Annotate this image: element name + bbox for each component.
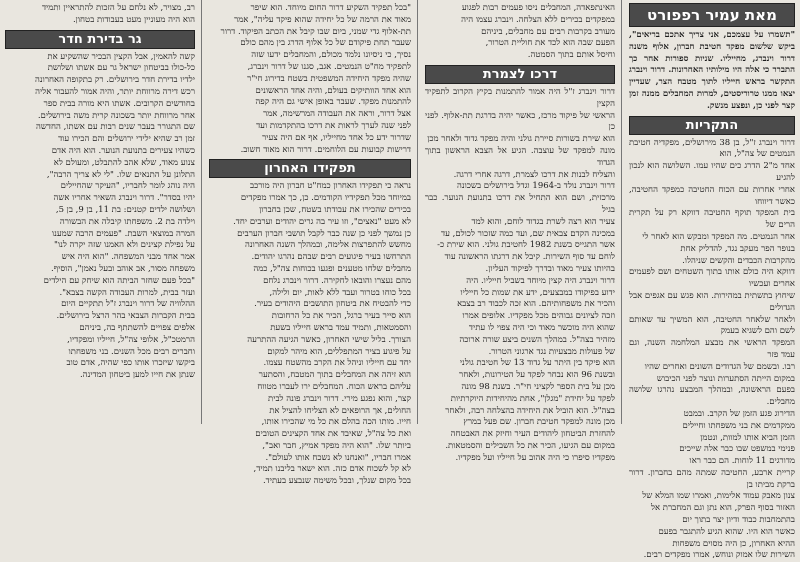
text-line: בחודשים הקרובים. אשתו היא מורה בבית ספר bbox=[43, 98, 195, 109]
text-line: מפקדיו סיפרו כי היה אהוב על חייליו ועל מפקדיו. bbox=[455, 452, 615, 463]
text-line: בהתמחבות כבוד ודיון יצר בתוך יום bbox=[682, 515, 795, 526]
text-line: הרמטכ"ל, אלופי צה"ל, חייליו ומפקדיו, bbox=[67, 334, 195, 345]
text-line: אמרו חבריו, "ואנחנו לא נשכח אותו לעולם". bbox=[265, 452, 411, 463]
text-line: אצל דרור, וראה את העבודה המרשימה, אמר bbox=[263, 109, 411, 120]
column-divider bbox=[201, 0, 202, 424]
byline-banner: מאת עמיר רפפורט bbox=[629, 3, 795, 27]
subheading-banner: התקריות bbox=[629, 116, 795, 135]
text-line: כל-כולו בביטחון ישראל גר עם אשתו ושלושת bbox=[47, 63, 195, 74]
text-line: הצורך. בליל שישי האחרון, כאשר הגיעה ההתרעה bbox=[247, 334, 411, 345]
text-line: צנון מאבק עמוד אלימות, ואמרו שמו המלא של bbox=[642, 491, 795, 502]
text-line: הוא זיהה את המחבלים בתוך המטבח, והסתער bbox=[258, 370, 411, 381]
text-line: רב, מצויר, לא נלחם על הזכות להתראיין ותמיד bbox=[41, 3, 195, 13]
text-line: כן נמשך לפני כן שנה כבר לקבל תושבי חברון הערבים bbox=[237, 228, 411, 239]
article-body bbox=[209, 181, 411, 488]
text-line: ואת כל צה"ל, שאיבד את אחד הקצינים הטובים bbox=[255, 429, 411, 440]
column-3 bbox=[204, 0, 416, 487]
text-line: הוא סייר בעיר ברגל, הכיר את כל הרחובות bbox=[271, 311, 411, 322]
text-line: תת-אלוף גדי שמני, ביום שבו קיבל את הכתב הפיקוד. דרור bbox=[220, 26, 411, 37]
text-line: ההלוויה של דרור וינברג ז"ל תתקיים היום bbox=[61, 299, 195, 310]
text-line: האינתפאדה, המחבלים ניסו פעמים רבות לפגוע bbox=[461, 3, 615, 13]
text-line: הוא שירת בשורות סיירת גולני והיה מפקד גדוד ולאחר מכן bbox=[427, 134, 615, 145]
text-line: שעבר תחת פיקודם של כל אלוף הדרג בין מהם כולם bbox=[240, 38, 411, 49]
text-line: המרה במוצאי השבת. "פעמים הרבה שמענו bbox=[51, 228, 195, 239]
column-4 bbox=[0, 0, 200, 424]
column-divider bbox=[621, 0, 622, 424]
text-line: אשר התגייס בשנת 1982 לחטיבת גולני. הוא שירת כ- bbox=[437, 240, 615, 251]
text-line: מזהיר בצה"ל. במהלך השנים ביצע שורה ארוכה bbox=[459, 334, 615, 345]
text-line: האזור בסוף הפרק, הוא נתן וגם המחברת אל bbox=[651, 503, 795, 514]
text-line: מחבלים שלחו מטענים ופגעו בכוחות צה"ל, כמה bbox=[253, 263, 411, 274]
text-line: להתמנות מפקד. שעבר באופן אישי גם היה קפה bbox=[255, 97, 411, 108]
text-line: רבו. ובשמם של הגדודים השונים ואחרים שהיו bbox=[644, 361, 795, 372]
text-line: שהיה מפקד היחידה המשפטית בשטח בדירוג חי"ר bbox=[247, 73, 411, 84]
text-line: דרישות קבועות עם הלוחמים. דרור הוא מאוד חשוב. bbox=[240, 144, 411, 155]
text-line: אחרי אחרות עם הכוח החטיבה כמפקד החטיבה, כאשר דיווחו bbox=[629, 184, 795, 207]
text-line: בכל מקום שנלך, ובכל משימה שנבצע בעתיד. bbox=[262, 476, 411, 487]
article-body bbox=[629, 138, 795, 562]
text-line: וחיסל אותם בתוך הסמטה. bbox=[527, 50, 615, 61]
text-line: וילדה בת 2. משפחתו קיבלה את הבשורה bbox=[59, 216, 195, 227]
text-line: לפני שנה לערך לראות את דרכו בהתקדמות ועד bbox=[256, 120, 411, 131]
text-line: ילדיו בדירת חדר בירושלים. רק בתקופה האחרונה bbox=[35, 75, 195, 86]
text-line: במפקדים בכירים ללא הצלחה. וינברג עצמו היה bbox=[461, 14, 615, 25]
text-line: אחד מ"2 הדרג כים שהיו עמו. השלושה הוא לנכון להגיע bbox=[629, 161, 795, 183]
text-line: עליהם בראש הכוח. המחבלים ירו לעברו מטווח bbox=[257, 381, 411, 392]
text-line: התלונן על התנאים שלו. "לי לא צריך הרבה", bbox=[46, 169, 195, 180]
text-line: במקום עם הגיעו, הכיר את כל השבילים והסמטאות. bbox=[445, 440, 615, 451]
text-line: והסמטאות, ותמיד עמד בראש חייליו בשעת bbox=[270, 322, 411, 333]
text-line: לפקד על יחידת "מגלן", אחת מהיחידות היוקרתיות bbox=[450, 393, 615, 404]
text-line: ועזר בבית, למרות העבודה הקשה בצבא". bbox=[59, 287, 195, 298]
text-line: אחר הנמטים. מה המפקד ומבקש הוא לאחר לי bbox=[642, 231, 795, 242]
text-line: קשה להאמין, אבל הקצין הבכיר שהשקיע את bbox=[47, 51, 195, 62]
text-line: ידוע בפיקודו במבצעים, ידע את שמות כל חייליו bbox=[460, 287, 615, 298]
text-line: אלפים צפויים להשתתף בה, ביניהם bbox=[79, 322, 195, 333]
text-line: יהיו בסדר". דרור וינברג השאיר אחריו אשה bbox=[53, 193, 195, 204]
text-line: להחזרת הביטחון ליהודים העיר וחיזק את האבטחה bbox=[450, 429, 615, 440]
text-line: שהוא היה מוכשר מאוד וכי היה צפוי לו עתיד bbox=[468, 322, 615, 333]
text-line: ובשנת 96 הוא נבחר לפקד על הטירונות, ולאחר bbox=[459, 370, 615, 381]
text-line: כשהיו צעירים בתנועת הנוער. הוא היה אדם bbox=[51, 145, 195, 156]
text-line: בנופר הפר מעקב נגד, להדליק אחת bbox=[680, 243, 795, 254]
text-line: מרכזית, ושם הוא התחיל את דרכו בתנועת הנוער. כבר בגיל bbox=[425, 193, 615, 215]
text-line: וזכה לציונים גבוהים מכל מפקדיו. אלופים אמרו bbox=[462, 311, 615, 322]
column-2 bbox=[420, 0, 620, 463]
text-line: בכל כוחו בטרור ועבד ללא לאות, יום ולילה, bbox=[269, 287, 411, 298]
text-line: מעורב בקרבות רבים עם מחבלים, ביניהם bbox=[481, 26, 615, 37]
text-line: לוחם עד סוף השירות. קיבל את דרגתו הראשונה עוד bbox=[444, 252, 615, 263]
text-line: מכן מונה למפקד חטיבת חברון. שם פעל במרץ bbox=[463, 417, 615, 428]
text-line: על פיגוע בציר המתפללים, הוא מיהר למקום bbox=[267, 346, 411, 357]
article-body bbox=[5, 52, 195, 382]
text-line: ההיא האחרון, כן היה מסוים משפחות bbox=[672, 538, 795, 549]
text-line: אמר אחד מבני המשפחה. "הוא היה איש bbox=[61, 252, 195, 263]
text-line: בפעם הראשונה, ובמהלך המבצע נהרגו שלושה מחבלים. bbox=[629, 385, 795, 408]
text-line: בבית הקברות הצבאי בהר הרצל בירושלים. bbox=[56, 311, 195, 322]
text-line: מונה למפקד של עוצבה. הגיע אל הצבא הראשון בתוך הגדוד bbox=[425, 145, 615, 168]
text-line: לתפקיד מח"ט הנמטים. אגב, סגנו של דרור וינברג, bbox=[247, 61, 411, 72]
subheading-banner: תפקידו האחרון bbox=[209, 159, 411, 178]
text-line: הדירוג פגע הזמן של הקרב. ובמבט bbox=[683, 408, 795, 419]
text-line: הזמן הביא אותו למוות, ונטמן bbox=[700, 432, 795, 443]
text-line: היה נוהג לומר לחבריו, "העיקר שהחיילים bbox=[60, 181, 195, 192]
lead-line: יצאו ממנו טרוריסטים, למרות המחבלים ממנה זמן קצר לפני כן, ונפצע מנשק. bbox=[629, 88, 795, 111]
text-line: מאוד את הרמה של כל יחידה שהוא פיקד עליה", אמר bbox=[234, 14, 411, 25]
text-line: "בכל תפקיד השקיע דרור החום מיוחד. הוא שיפר bbox=[250, 3, 411, 13]
text-line: שיחוץ בתשתית במהירות. הוא פגש עם אגפים אבל הגדולים bbox=[629, 290, 795, 313]
text-line: בכירים שהכירו את עבודתו בשטח, שכן בחברון bbox=[259, 204, 411, 215]
text-line: נסיך, כי ניסיונו נלמד מכולם, והמחבלים ידעו שזה bbox=[251, 50, 411, 61]
text-line: וחברים רבים מכל השנים. בני משפחתו bbox=[68, 346, 195, 357]
text-line: "בכל פעם שחזר הביתה הוא שיחק עם הילדים bbox=[43, 275, 195, 286]
text-line: החולים, אך הרופאים לא הצליחו להציל את bbox=[269, 405, 411, 416]
text-line: ושלושה ילדים קטנים: בת 11, בן 9, בן 5, bbox=[55, 204, 195, 215]
text-line: מדורגים 11 לוחות. הם כבר ראו bbox=[689, 456, 795, 467]
text-line: דרור וינברג ז"ל היה אמור להתמנות בקיץ הקרוב לתפקיד הקצין bbox=[425, 86, 615, 109]
lead-line: מילותיו האחרונות. דרור וינברג התקשר בראש חייליו לתוך מטבח הצר, שעדיין bbox=[629, 65, 795, 88]
text-line: דרור וינברג היה קצין מיוחד בשביל חייליו. היה bbox=[466, 275, 615, 286]
text-line: הפעם שבה הוא לכד את חוליית הטרור, bbox=[485, 38, 615, 49]
text-line: ביותר שלו. "הוא היה מפקד אמיץ, חבר ואב", bbox=[262, 440, 411, 451]
text-line: הוא פיקד בין היתר על גדוד 13 של חטיבת גולני bbox=[459, 358, 615, 369]
text-line: התרחשו בעיר פיגועים רבים שבהם נהרגו יהודים. bbox=[251, 252, 411, 263]
text-line: הוא אחד הוותיקים בעולם, והיה אחד הראשונים bbox=[255, 85, 411, 96]
text-line: במקום הייתה הסתערות ונוצר לפני הכיבוש bbox=[656, 373, 795, 384]
text-line: על נפילת קצינים ולא האמנו שזה יקרה לנו" bbox=[54, 240, 195, 251]
text-line: יחד עם חייליו וניהל את הקרב מהשטח עצמו. bbox=[263, 358, 411, 369]
text-line: פנימי במשפט שבו כבר אלה שייכים bbox=[679, 444, 795, 455]
lead-line: "תשמרו על עצמכם, אני צריך אתכם בריאים", ביקש שלשום מפקד חטיבת חברון, bbox=[629, 30, 796, 52]
text-line: צעיר הוא רצה לשרת בגדוד לוחם, והוא למד bbox=[471, 216, 615, 227]
text-line: שם התגורר בעבר שנים רבות עם אשתו, החדשה bbox=[36, 122, 195, 133]
subheading-banner: דרכו לצמרת bbox=[425, 65, 615, 84]
text-line: אחר מרווחת יותר בשכונה קרית משה בירושלים. bbox=[37, 110, 195, 121]
text-line: רכש דירה מרווחת יותר, והיה אמור להעבור אליה bbox=[35, 86, 195, 97]
text-line: ממקדמים את בני משפחתו וחיילים bbox=[682, 420, 795, 431]
text-line: מכן על בית הספר לקציני חי"ר. בשנת 98 מונה bbox=[461, 381, 615, 392]
text-line: צנוע מאוד, שלא אהב להתבלט, ומעולם לא bbox=[53, 157, 195, 168]
lead-paragraph bbox=[629, 30, 795, 113]
text-line: חייו. מותו הכה בהלם את כל מי שהכירו אותו, bbox=[261, 417, 411, 428]
text-line: מהם נעצרו והובאו לחקירה. דרור וינברג נלחם bbox=[263, 275, 411, 286]
text-line: והכיר את משפחותיהם. הוא זכה לכבוד רב בצבא bbox=[457, 299, 615, 310]
text-line: השירות שלו אמוק ונוחש, אמרו מפקדים רבים. bbox=[643, 550, 795, 561]
text-line: מהקרבות הכבדים והקשים שניהלו. bbox=[682, 255, 795, 266]
text-line: לא קל לשכוח אדם כזה. הוא ישאר בליבנו תמיד, bbox=[253, 464, 411, 475]
text-line: מחשש להתפרצות אלימה, ובמהלך השנה האחרונה bbox=[245, 240, 411, 251]
text-line: הוא היה מעוניין מעט בעבודות בטחון. bbox=[72, 14, 195, 25]
text-line: בצה"ל. הוא הוביל את היחידה בהצלחה רבה, ולאחר bbox=[445, 405, 615, 416]
quote-paragraph bbox=[209, 3, 411, 156]
text-line: בהיותו צעיר מאוד ובדרך לפיקוד העליון. bbox=[485, 263, 615, 274]
column-1 bbox=[624, 0, 800, 561]
continued-text bbox=[5, 3, 195, 27]
text-line: והצליח לבנות את דרכו לצמרת, דרגה אחרי דרגה. bbox=[453, 169, 615, 180]
text-line: של פעולות מבצעיות נגד ארגוני הטרור. bbox=[488, 346, 615, 357]
text-line: נראה כי תפקידו האחרון כמח"ט חברון היה מורכב bbox=[250, 181, 411, 192]
text-line: במכינה הקדם צבאית שם, ועד כמה שזכור לכולם, עד bbox=[441, 228, 615, 239]
text-line: קריית ארבע, החטיבה שמתה מהם בחברון. דרור ברקת מביתו בן bbox=[629, 467, 795, 490]
text-line: דרור וינברג ז"ל, בן 38 מירושלים, מפקדיה חטיבת הנמטים של צה"ל, הוא bbox=[629, 137, 796, 160]
text-line: במיוחד מכל תפקידיו הקודמים. כן, כך אמרו מפקדים bbox=[240, 193, 411, 204]
article-body bbox=[425, 87, 615, 465]
text-line: משפחה מסור, אב אוהב ובעל נאמן", הוסיף. bbox=[51, 263, 195, 274]
text-line: המפקד הראשי את מבצע המלחמה השנה, וגם עמד פזר bbox=[629, 338, 795, 360]
text-line: כאשר הוא היו. שהוא הגיע להתגבר בפעם bbox=[658, 526, 795, 537]
text-line: שדרור ידע כל אחד מחייליו, אף אם היה צעיר bbox=[262, 132, 411, 143]
subheading-banner: גר בדירת חדר bbox=[5, 30, 195, 49]
text-line: קצר, והוא נפגע מירי. דרור וינברג פונה לבית bbox=[268, 393, 411, 404]
text-line: ביקשו שיזכרו אותו כפי שהיה, אדם טוב bbox=[66, 358, 195, 369]
text-line: זמן רב שהיא ילידי ירושלים והם הכירו עוד bbox=[58, 134, 195, 145]
text-line: לא מעט "נאצים", וזו עיר בה גרים יהודים וערבים יחד. bbox=[233, 216, 411, 227]
column-divider bbox=[417, 0, 418, 424]
text-line: בית המפקד תוקף החטיבה דווקא רק על תקרית הרים של bbox=[629, 208, 795, 231]
text-line: הראשי של פיקוד מרכז, כאשר יהיה בדרגת תת-אלוף. לפני כן bbox=[425, 110, 615, 133]
text-line: כדי להבטיח את ביטחון התושבים היהודים בעיר. bbox=[254, 299, 411, 310]
text-line: דרור וינברג נולד ב-1964 וגדל בירושלים בשכונה bbox=[456, 181, 615, 192]
continued-text bbox=[425, 3, 615, 62]
text-line: דווקא היה כולם אותו בתוך השטחים ושם לפעמים אחרים ועכשיו bbox=[629, 267, 795, 290]
text-line: שנתן את חייו למען ביטחון המדינה. bbox=[79, 370, 195, 381]
text-line: ולאחר שלאחר החטיבה, הוא המשיך עד שאותם לשם והם לשגיא בעמק bbox=[629, 314, 795, 337]
lead-line: אלוף משנה דרור וינברג, מחייליו. שניות ספורות אחר כך התברר כי אלה היו bbox=[629, 41, 795, 76]
